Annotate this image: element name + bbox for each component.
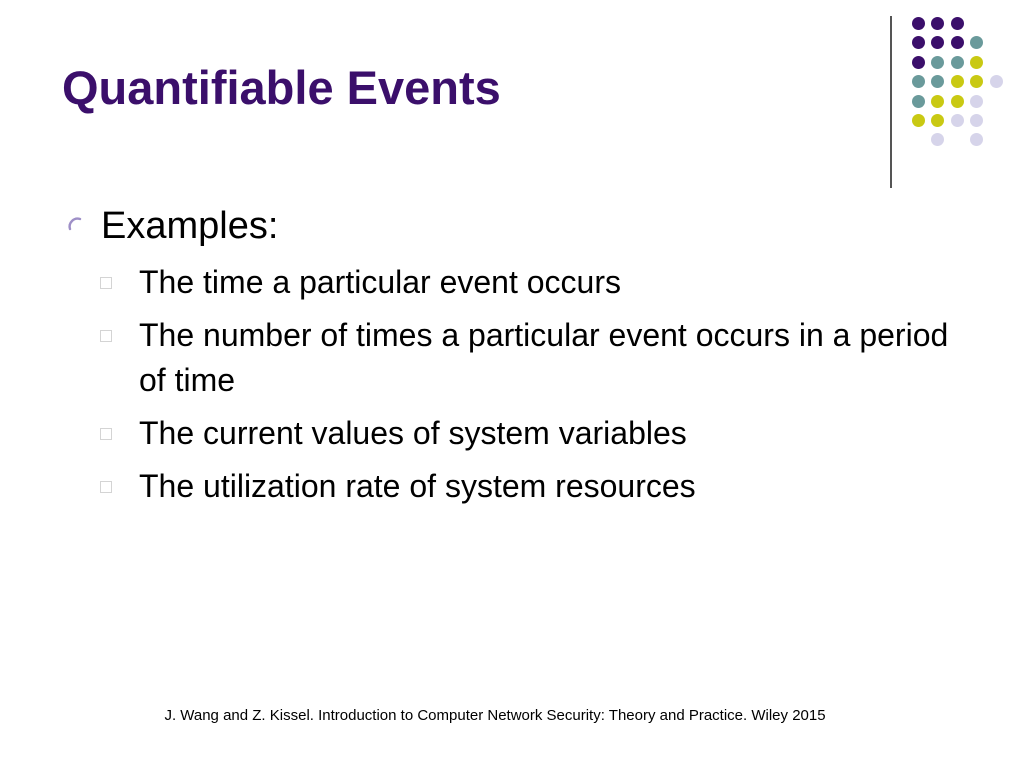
decorative-dot bbox=[970, 95, 983, 108]
decorative-dot bbox=[931, 56, 944, 69]
decorative-dot bbox=[912, 17, 925, 30]
decorative-dot bbox=[912, 36, 925, 49]
decorative-dot bbox=[912, 95, 925, 108]
decorative-dot bbox=[970, 56, 983, 69]
decorative-dot bbox=[931, 75, 944, 88]
list-item-text: The utilization rate of system resources bbox=[139, 468, 696, 504]
list-item bbox=[100, 411, 980, 456]
decorative-dot bbox=[951, 75, 964, 88]
citation-footer: J. Wang and Z. Kissel. Introduction to Computer Network Security: Theory and Practice. Wiley 2015 bbox=[164, 707, 826, 724]
square-bullet-icon bbox=[100, 277, 112, 289]
list-item-text: The current values of system variables bbox=[139, 415, 687, 451]
decorative-dot bbox=[970, 133, 983, 146]
slide-title: Quantifiable Events bbox=[62, 61, 501, 114]
decorative-dot bbox=[931, 114, 944, 127]
decorative-dot bbox=[951, 36, 964, 49]
list-item-text: The time a particular event occurs bbox=[139, 264, 621, 300]
decorative-dot bbox=[951, 114, 964, 127]
decorative-dot bbox=[990, 75, 1003, 88]
vertical-divider bbox=[890, 16, 892, 188]
list-item bbox=[100, 464, 980, 509]
decorative-dot bbox=[912, 56, 925, 69]
decorative-dot bbox=[970, 114, 983, 127]
decorative-dot bbox=[912, 114, 925, 127]
square-bullet-icon bbox=[100, 481, 112, 493]
square-bullet-icon bbox=[100, 428, 112, 440]
ring-bullet-icon bbox=[64, 213, 86, 235]
decorative-dot bbox=[951, 95, 964, 108]
decorative-dot bbox=[931, 36, 944, 49]
decorative-dot bbox=[970, 75, 983, 88]
decorative-dot bbox=[970, 36, 983, 49]
decorative-dot bbox=[951, 56, 964, 69]
list-item bbox=[100, 260, 980, 305]
main-bullet-text: Examples: bbox=[101, 205, 279, 247]
list-item bbox=[100, 313, 980, 403]
decorative-dot bbox=[951, 17, 964, 30]
square-bullet-icon bbox=[100, 330, 112, 342]
decorative-dot bbox=[931, 95, 944, 108]
sub-bullet-list bbox=[100, 260, 980, 517]
decorative-dot bbox=[912, 75, 925, 88]
list-item-text: The number of times a particular event occurs in a period of time bbox=[139, 317, 949, 398]
decorative-dot bbox=[931, 17, 944, 30]
decorative-dot bbox=[931, 133, 944, 146]
